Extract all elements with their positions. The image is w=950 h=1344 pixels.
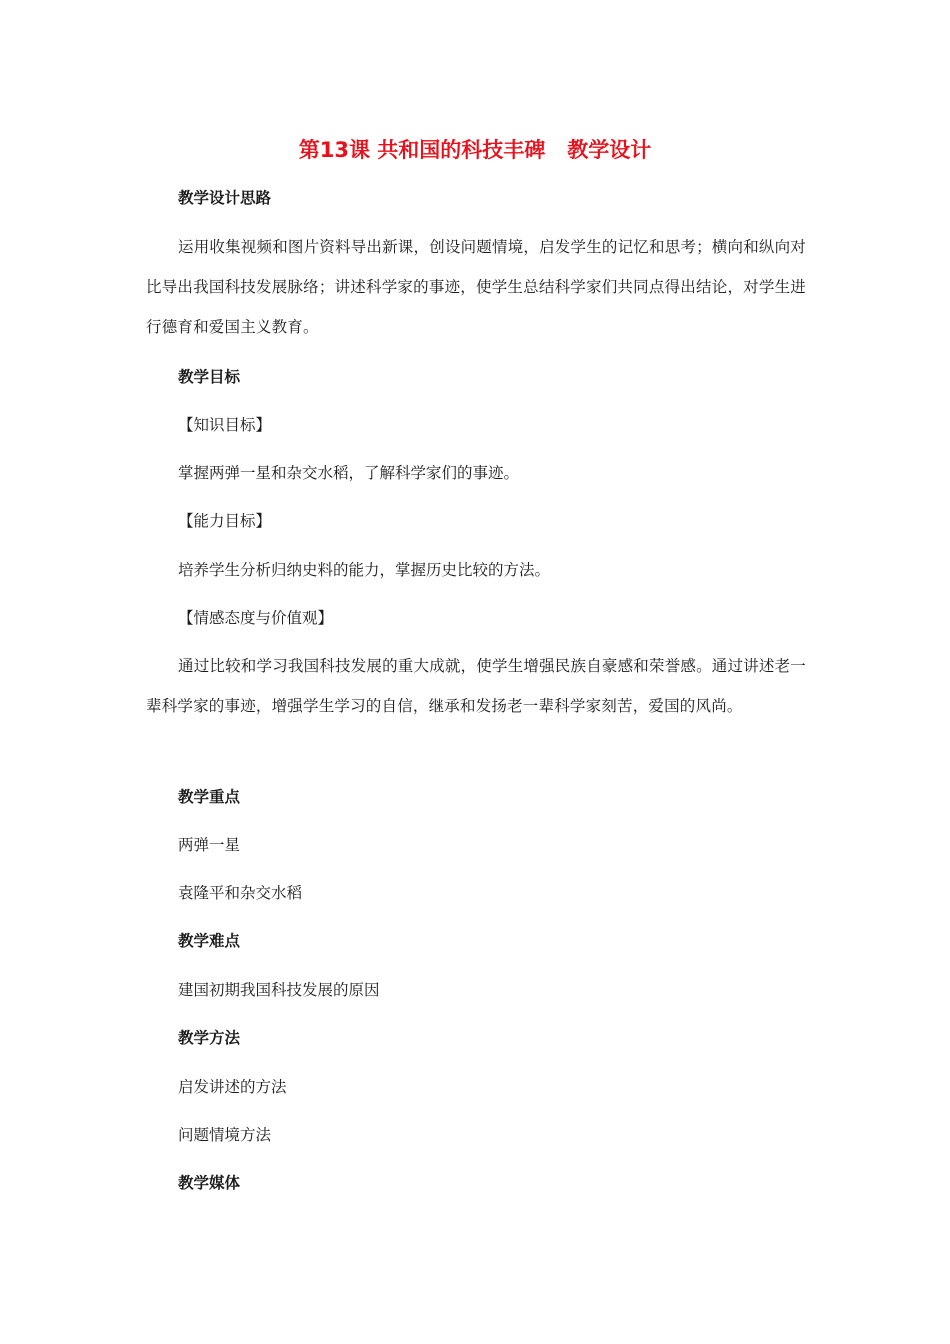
- design-idea-heading: 教学设计思路: [178, 189, 272, 207]
- ability-objective-text: 培养学生分析归纳史料的能力，掌握历史比较的方法。: [178, 561, 551, 579]
- ability-objective-label: 【能力目标】: [178, 512, 272, 530]
- key-points-heading: 教学重点: [178, 788, 241, 806]
- methods-heading: 教学方法: [178, 1029, 241, 1047]
- emotion-objective-label: 【情感态度与价值观】: [178, 609, 334, 627]
- method-item: 启发讲述的方法: [178, 1078, 287, 1096]
- difficulties-heading: 教学难点: [178, 932, 241, 950]
- knowledge-objective-text: 掌握两弹一星和杂交水稻，了解科学家们的事迹。: [178, 464, 520, 482]
- design-idea-paragraph: 运用收集视频和图片资料导出新课，创设问题情境，启发学生的记忆和思考；横向和纵向对比导出我国科技发展脉络；讲述科学家的事迹，使学生总结科学家们共同点得出结论，对学生进行德育和爱国主义教育。: [146, 238, 807, 336]
- method-item: 问题情境方法: [178, 1126, 272, 1144]
- emotion-objective-paragraph: 通过比较和学习我国科技发展的重大成就，使学生增强民族自豪感和荣誉感。通过讲述老一辈科学家的事迹，增强学生学习的自信，继承和发扬老一辈科学家刻苦，爱国的风尚。: [146, 657, 807, 715]
- document-title: 第13课 共和国的科技丰碑 教学设计: [298, 138, 652, 162]
- objectives-heading: 教学目标: [178, 368, 241, 386]
- media-heading: 教学媒体: [178, 1174, 241, 1192]
- difficulty-item: 建国初期我国科技发展的原因: [178, 981, 380, 999]
- key-point-item: 袁隆平和杂交水稻: [178, 884, 303, 902]
- key-point-item: 两弹一星: [178, 836, 241, 854]
- knowledge-objective-label: 【知识目标】: [178, 416, 272, 434]
